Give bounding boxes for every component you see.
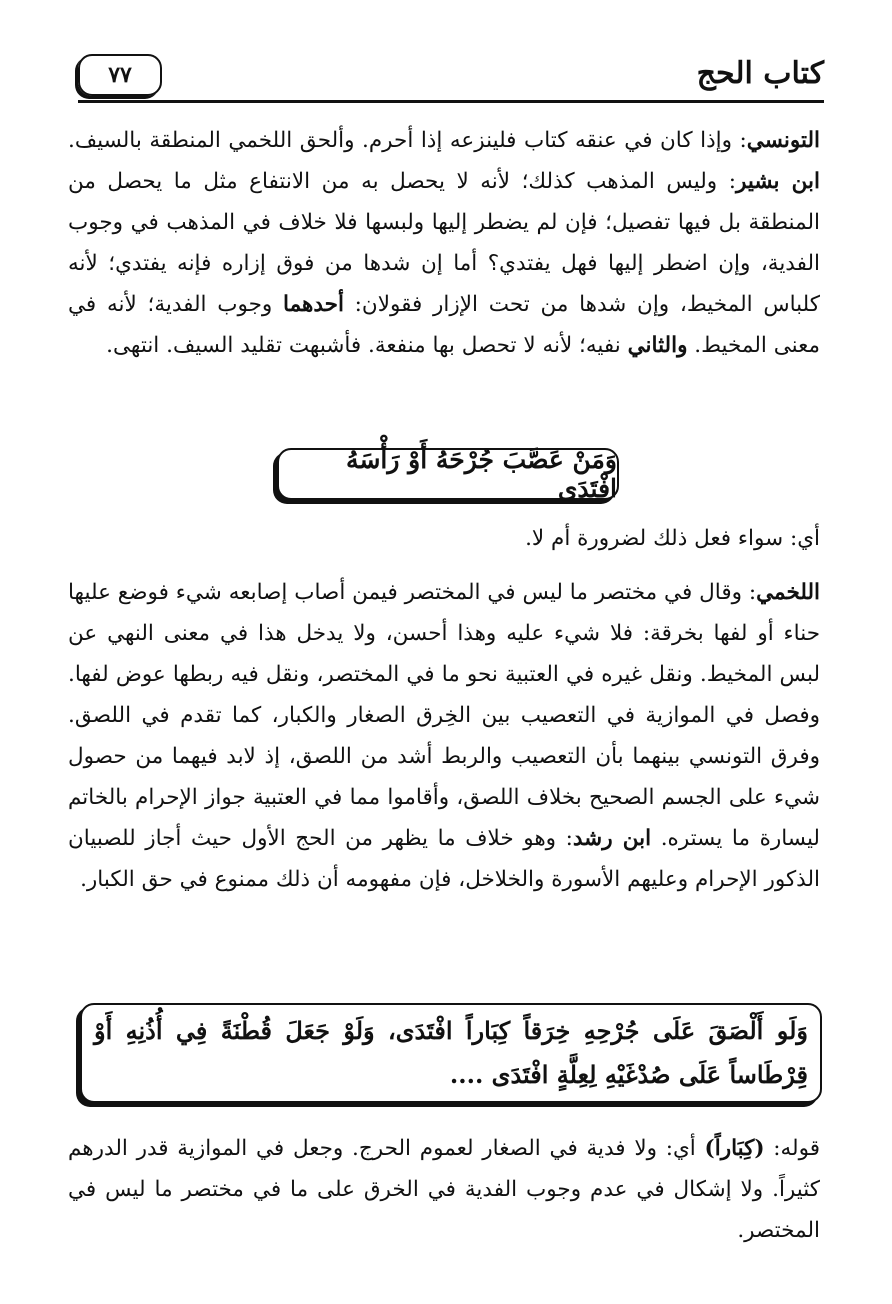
paragraph-text: : وإذا كان في عنقه كتاب فلينزعه إذا أحرم. وألحق اللخمي المنطقة بالسيف. — [68, 128, 747, 153]
quoted-term: (كِبَاراً) — [704, 1136, 765, 1161]
paragraph-text: قوله: — [764, 1136, 820, 1161]
paragraph-text: أي: ولا فدية في الصغار لعموم الحرج. وجعل في الموازية قدر الدرهم كثيراً. ولا إشكال في عدم وجوب الفدية في الخرق على ما في مختصر ما ليس في المختصر. — [68, 1136, 820, 1243]
scholar-label-tunisi: التونسي — [746, 128, 820, 153]
paragraph-tunisi — [68, 120, 820, 366]
paragraph-text: وجوب الفدية؛ لأنه في معنى المخيط. — [68, 292, 820, 358]
paragraph-text: : وليس المذهب كذلك؛ لأنه لا يحصل به من الانتفاع مثل ما يحصل من المنطقة بل فيها تفصيل؛ فإن لم يضطر إليها ولبسها فلا خلاف في المذهب في وجوب الفدية، وإن اضطر إليها فهل يفتدي؟ أما إن شدها من فوق إزاره فإنه يفتدي؛ لأنه كلباس المخيط، وإن شدها من تحت الإزار فقولان: — [68, 169, 820, 317]
paragraph-text: : وهو خلاف ما يظهر من الحج الأول حيث أجاز للصبيان الذكور الإحرام وعليهم الأسورة والخلاخل، فإن مفهومه أن ذلك ممنوع في حق الكبار. — [68, 826, 820, 892]
scholar-label-lakhmi: اللخمي — [756, 580, 820, 605]
page-header — [78, 52, 824, 104]
matn-box-1: وَمَنْ عَصَّبَ جُرْحَهُ أَوْ رَأْسَهُ افْتَدَى — [277, 448, 619, 500]
header-rule — [78, 100, 824, 103]
paragraph-text: : وقال في مختصر ما ليس في المختصر فيمن أصاب إصابعه شيء فوضع عليها حناء أو لفها بخرقة: فلا شيء عليه وهذا أحسن، ولا يدخل هذا في معنى النهي عن لبس المخيط. ونقل غيره في العتبية نحو ما في المختصر، ونقل فيه ربطها عوض لفها. وفصل في الموازية في التعصيب بين الخِرق الصغار والكبار، كما تقدم في اللصق. وفرق التونسي بينهما بأن التعصيب والربط أشد من اللصق، إذ لابد فيهما من حصول شيء على الجسم الصحيح بخلاف اللصق، وأقاموا مما في العتبية جواز الإحرام بالخاتم ليسارة ما يستره. — [68, 580, 820, 851]
scholar-label-ibn-bashir: ابن بشير — [735, 169, 820, 194]
paragraph-text: نفيه؛ لأنه لا تحصل بها منفعة. فأشبهت تقليد السيف. انتهى. — [106, 333, 628, 358]
paragraph-commentary — [68, 1128, 820, 1251]
page-number: ٧٧ — [78, 54, 162, 96]
paragraph-explanation: أي: سواء فعل ذلك لضرورة أم لا. — [525, 526, 820, 551]
bold-term: والثاني — [627, 333, 688, 358]
paragraph-lakhmi — [68, 572, 820, 900]
matn-box-2: وَلَو أَلْصَقَ عَلَى جُرْحِهِ خِرَقاً كِبَاراً افْتَدَى، وَلَوْ جَعَلَ قُطْنَةً فِي أُذُنِهِ أَوْ قِرْطَاساً عَلَى صُدْغَيْهِ لِعِلَّةٍ افْتَدَى .... — [80, 1003, 822, 1103]
scholar-label-ibn-rushd: ابن رشد — [572, 826, 652, 851]
book-title: كتاب الحج — [696, 56, 824, 91]
bold-term: أحدهما — [283, 292, 344, 317]
